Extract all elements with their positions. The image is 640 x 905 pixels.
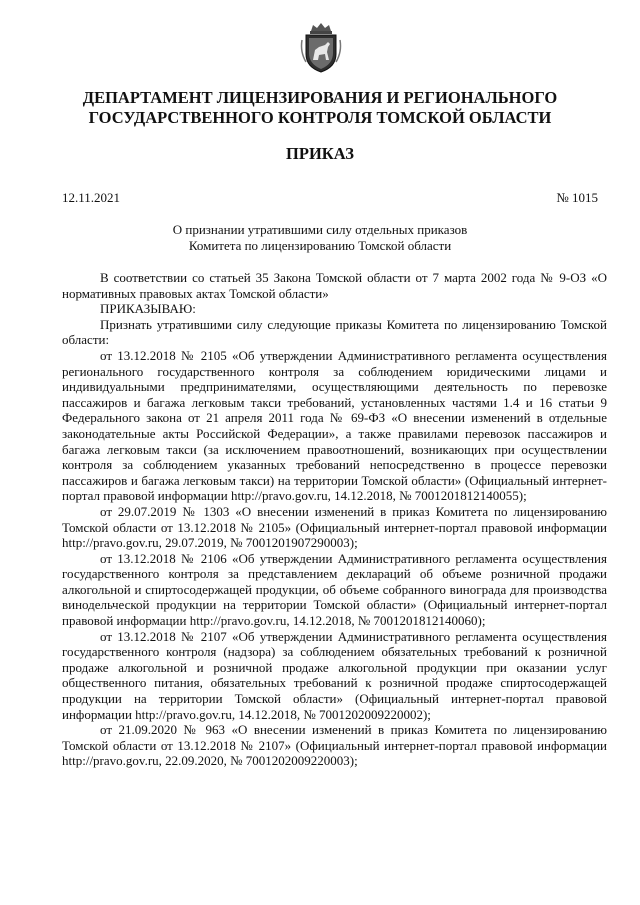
body-paragraph: от 21.09.2020 № 963 «О внесении изменений в приказ Комитета по лицензированию Томской области от 13.12.2018 № 2107» (Официальный интернет-портал правовой информации http://pravo.gov.ru, 22.09.2020, № 7001202009220003); — [62, 722, 607, 769]
body-paragraph: от 29.07.2019 № 1303 «О внесении изменений в приказ Комитета по лицензированию Томской области от 13.12.2018 № 2105» (Официальный интернет-портал правовой информации http://pravo.gov.ru, 29.07.2019, № 7001201907290003); — [62, 503, 607, 551]
subject-line-2: Комитета по лицензированию Томской области — [188, 238, 452, 253]
document-date: 12.11.2021 — [62, 190, 121, 205]
document-body — [62, 270, 607, 769]
tomsk-region-coat-of-arms-icon — [299, 22, 343, 74]
department-title — [60, 88, 580, 128]
body-paragraph: В соответствии со статьей 35 Закона Томской области от 7 марта 2002 года № 9-ОЗ «О нормативных правовых актах Томской области» — [62, 270, 607, 301]
body-paragraph: от 13.12.2018 № 2107 «Об утверждении Административного регламента осуществления государственного контроля (надзора) за соблюдением обязательных требований к розничной продаже алкогольной и розничной продаже алкогольной продукции при оказании услуг общественного питания, обязательных требований к розничной продаже спиртосодержащей продукции на территории Томской области» (Официальный интернет-портал правовой информации http://pravo.gov.ru, 14.12.2018, № 7001202009220002); — [62, 628, 607, 722]
document-type: ПРИКАЗ — [286, 144, 354, 163]
body-paragraph: Признать утратившими силу следующие приказы Комитета по лицензированию Томской области: — [62, 316, 607, 348]
body-paragraph: от 13.12.2018 № 2106 «Об утверждении Административного регламента осуществления государственного контроля за представлением деклараций об объеме розничной продажи алкогольной и спиртосодержащей продукции, об объеме собранного винограда для производства винодельческой продукции на территории Томской области» (Официальный интернет-портал правовой информации http://pravo.gov.ru, 14.12.2018, № 7001201812140060); — [62, 550, 607, 629]
document-number: № 1015 — [556, 190, 598, 205]
department-title-line-1: ДЕПАРТАМЕНТ ЛИЦЕНЗИРОВАНИЯ И РЕГИОНАЛЬНОГО — [82, 88, 558, 107]
body-paragraph: от 13.12.2018 № 2105 «Об утверждении Административного регламента осуществления регионального государственного контроля за соблюдением юридическими лицами и индивидуальными предпринимателями, осуществляющими деятельность по перевозке пассажиров и багажа легковым такси требований, установленных частями 1.4 и 16 статьи 9 Федерального закона от 21 апреля 2011 года № 69-ФЗ «О внесении изменений в отдельные законодательные акты Российской Федерации», а также правилами перевозок пассажиров и багажа легковым такси (за исключением правоотношений, возникающих при осуществлении контроля за соблюдением указанных требований непосредственно в процессе перевозки пассажиров и багажа легковым такси) на территории Томской области» (Официальный интернет-портал правовой информации http://pravo.gov.ru, 14.12.2018, № 7001201812140055); — [62, 347, 607, 504]
subject-line-1: О признании утратившими силу отдельных приказов — [172, 222, 468, 237]
document-subject — [120, 222, 520, 254]
department-title-line-2: ГОСУДАРСТВЕННОГО КОНТРОЛЯ ТОМСКОЙ ОБЛАСТИ — [88, 108, 552, 127]
body-paragraph: ПРИКАЗЫВАЮ: — [100, 301, 196, 317]
